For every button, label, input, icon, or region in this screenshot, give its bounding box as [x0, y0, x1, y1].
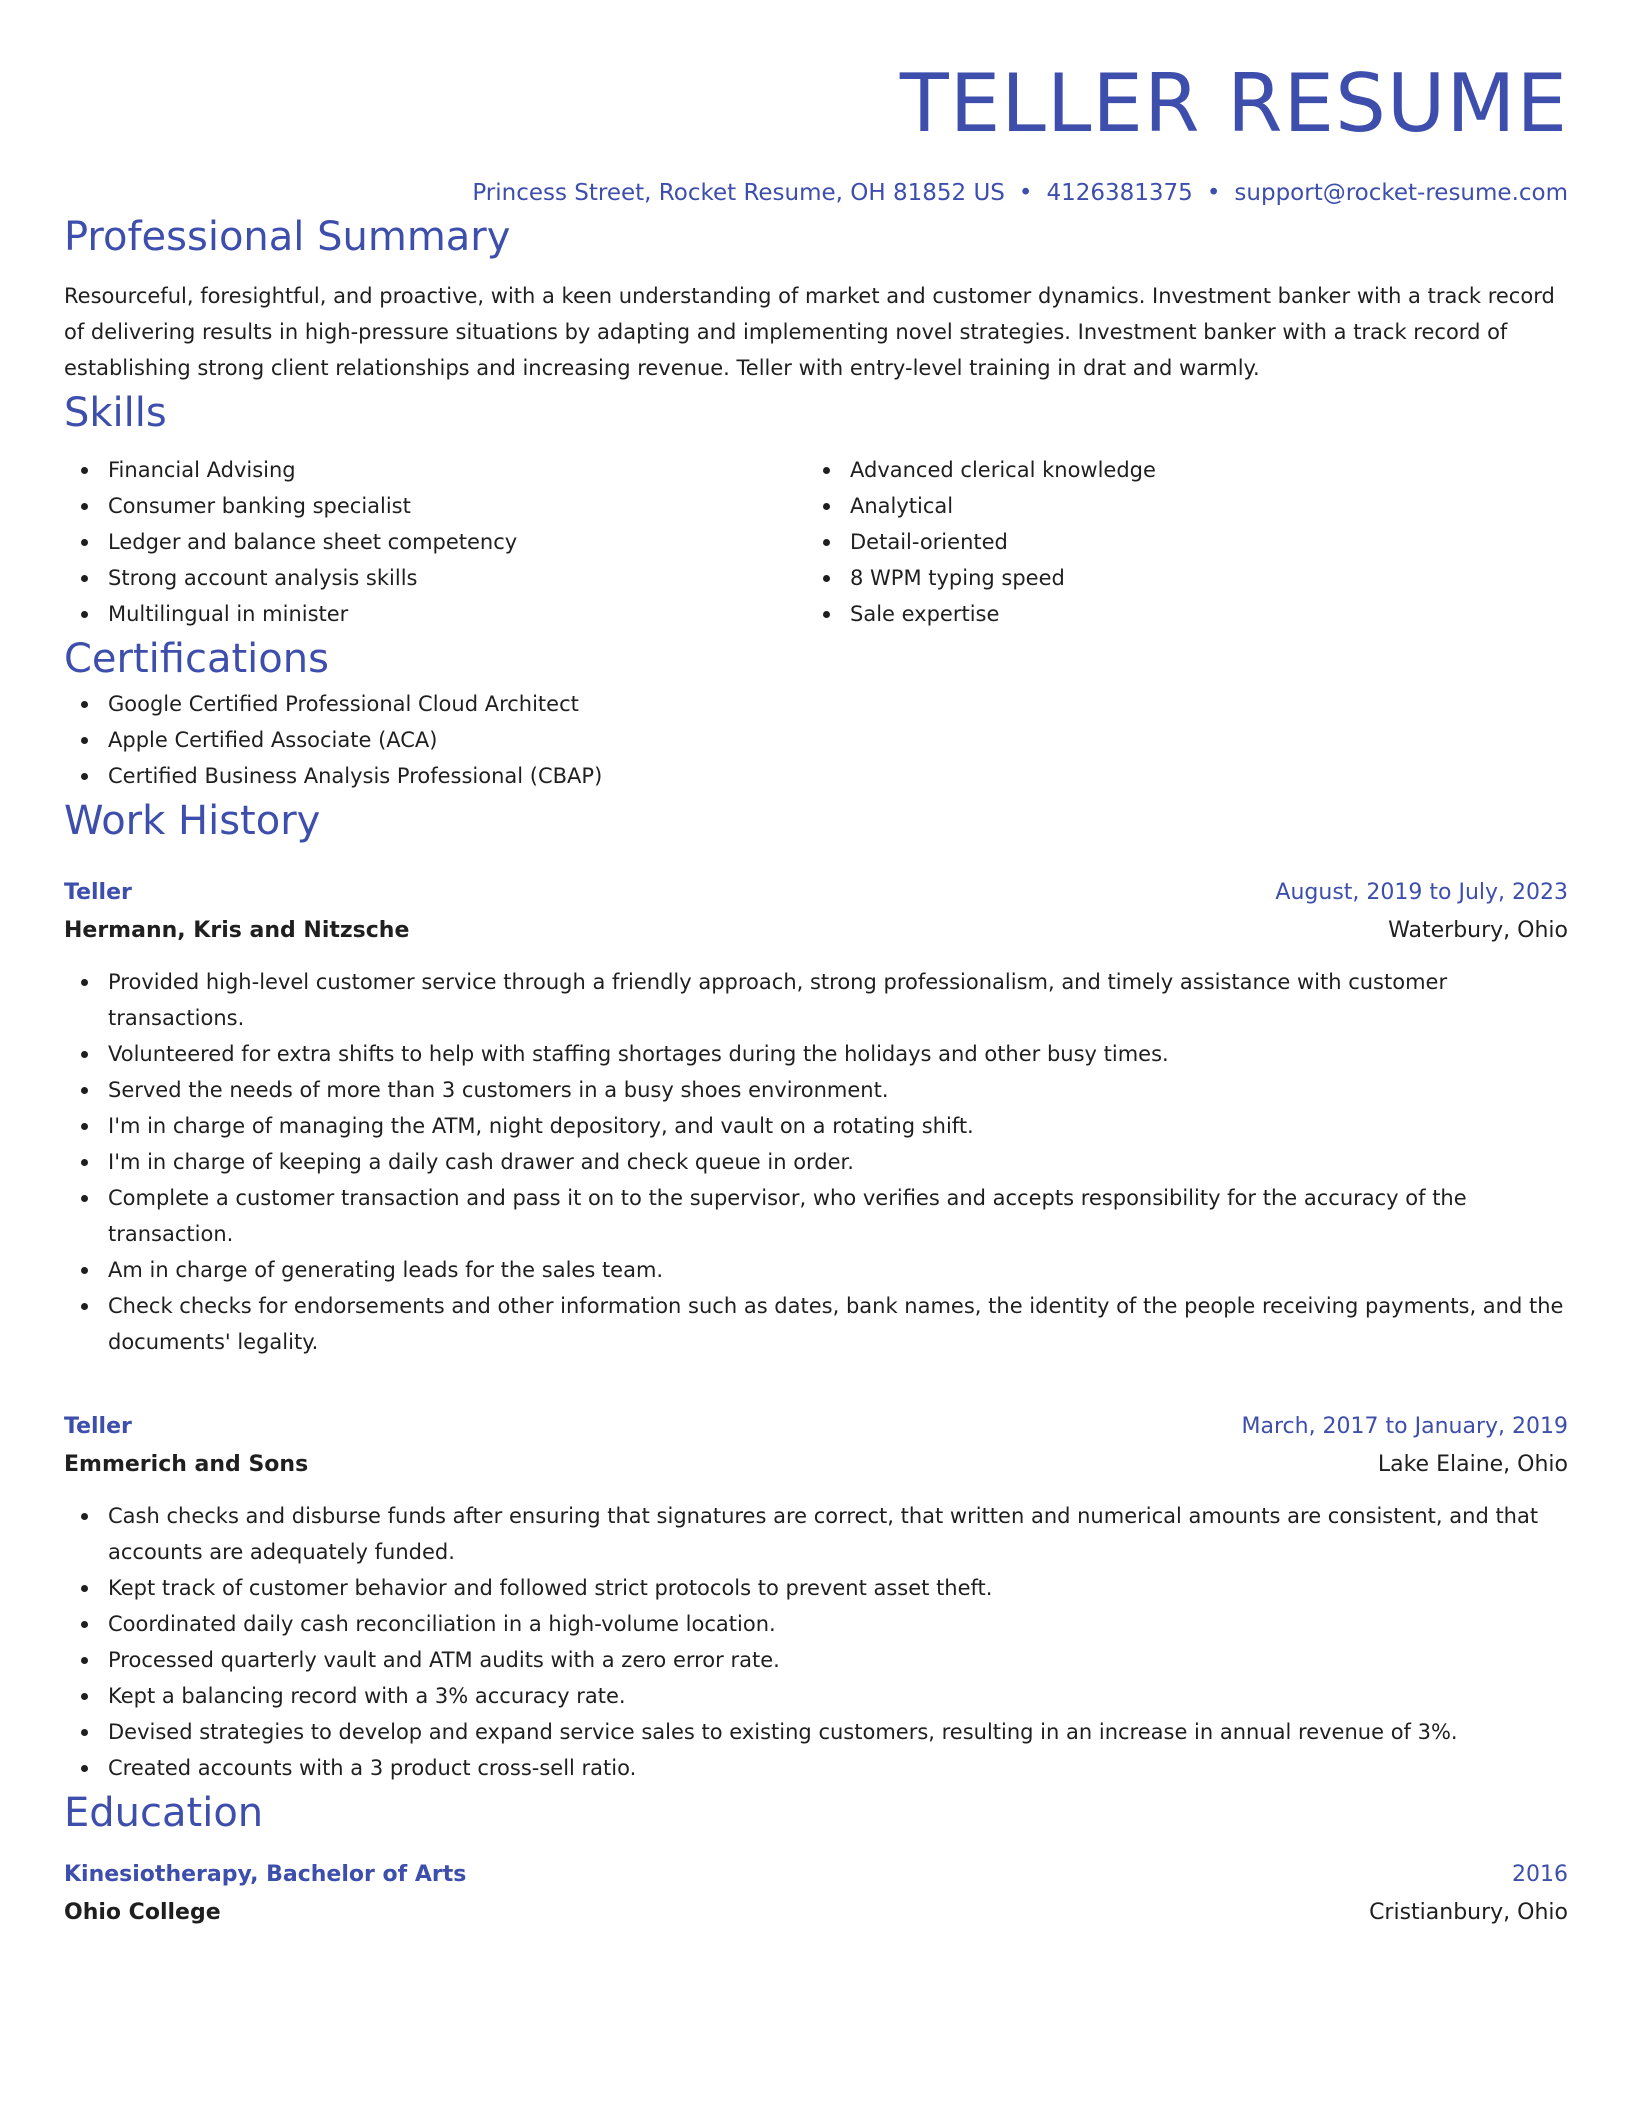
education-school: Ohio College: [64, 1900, 221, 1925]
skill-item: Analytical: [806, 488, 1548, 524]
job-bullets: [64, 1498, 1568, 1786]
skill-item: 8 WPM typing speed: [806, 560, 1548, 596]
job-header-row: [64, 874, 1568, 912]
job-bullet: Kept track of customer behavior and followed strict protocols to prevent asset theft.: [64, 1570, 1568, 1606]
skills-column-left: [64, 452, 806, 632]
job-dates: August, 2019 to July, 2023: [1275, 880, 1568, 905]
contact-line: [64, 176, 1568, 210]
job-bullet: Complete a customer transaction and pass it on to the supervisor, who verifies and accepts responsibility for the accuracy of the transaction.: [64, 1180, 1568, 1252]
email: support@rocket-resume.com: [1234, 180, 1568, 206]
skill-item: Financial Advising: [64, 452, 806, 488]
skill-item: Ledger and balance sheet competency: [64, 524, 806, 560]
education-degree: Kinesiotherapy, Bachelor of Arts: [64, 1862, 467, 1887]
job-bullet: Check checks for endorsements and other information such as dates, bank names, the identity of the people receiving payments, and the documents' legality.: [64, 1288, 1568, 1360]
section-title-summary: Professional Summary: [64, 214, 511, 260]
job-bullet: Am in charge of generating leads for the sales team.: [64, 1252, 1568, 1288]
skill-item: Strong account analysis skills: [64, 560, 806, 596]
address: Princess Street, Rocket Resume, OH 81852 US: [472, 180, 1005, 206]
skill-item: Sale expertise: [806, 596, 1548, 632]
job-company: Emmerich and Sons: [64, 1452, 309, 1477]
job-bullet: Kept a balancing record with a 3% accuracy rate.: [64, 1678, 1568, 1714]
skill-item: Multilingual in minister: [64, 596, 806, 632]
job-bullet: Volunteered for extra shifts to help with staffing shortages during the holidays and other busy times.: [64, 1036, 1568, 1072]
certification-item: Certified Business Analysis Professional (CBAP): [64, 758, 1568, 794]
job-bullet: Served the needs of more than 3 customers in a busy shoes environment.: [64, 1072, 1568, 1108]
section-title-education: Education: [64, 1790, 264, 1836]
job-entry: [64, 874, 1568, 1360]
education-location: Cristianbury, Ohio: [1369, 1900, 1568, 1925]
job-bullet: I'm in charge of managing the ATM, night depository, and vault on a rotating shift.: [64, 1108, 1568, 1144]
job-role: Teller: [64, 880, 132, 905]
job-bullet: Cash checks and disburse funds after ensuring that signatures are correct, that written and numerical amounts are consistent, and that accounts are adequately funded.: [64, 1498, 1568, 1570]
job-location: Waterbury, Ohio: [1388, 918, 1568, 943]
section-title-certifications: Certifications: [64, 636, 329, 682]
job-bullets: [64, 964, 1568, 1360]
education-school-row: [64, 1894, 1568, 1932]
job-bullet: Coordinated daily cash reconciliation in a high-volume location.: [64, 1606, 1568, 1642]
job-role: Teller: [64, 1414, 132, 1439]
job-location: Lake Elaine, Ohio: [1377, 1452, 1568, 1477]
skills-column-right: [806, 452, 1548, 632]
job-bullet: Created accounts with a 3 product cross-sell ratio.: [64, 1750, 1568, 1786]
job-bullet: Devised strategies to develop and expand service sales to existing customers, resulting in an increase in annual revenue of 3%.: [64, 1714, 1568, 1750]
summary-text: Resourceful, foresightful, and proactive, with a keen understanding of market and customer dynamics. Investment banker with a track record of delivering results in high-pressure situations by adapting and implementing novel strategies. Investment banker with a track record of establishing strong client relationships and increasing revenue. Teller with entry-level training in drat and warmly.: [64, 284, 1555, 380]
skill-item: Detail-oriented: [806, 524, 1548, 560]
certification-item: Google Certified Professional Cloud Architect: [64, 686, 1568, 722]
job-bullet: I'm in charge of keeping a daily cash drawer and check queue in order.: [64, 1144, 1568, 1180]
separator: •: [1018, 180, 1033, 206]
section-title-work-history: Work History: [64, 798, 321, 844]
separator: •: [1206, 180, 1221, 206]
skill-item: Consumer banking specialist: [64, 488, 806, 524]
education-entry: [64, 1856, 1568, 1932]
phone: 4126381375: [1046, 180, 1193, 206]
job-header-row: [64, 1408, 1568, 1446]
job-company-row: [64, 912, 1568, 950]
education-year: 2016: [1512, 1862, 1568, 1887]
job-dates: March, 2017 to January, 2019: [1241, 1414, 1568, 1439]
job-entry: [64, 1408, 1568, 1786]
skill-item: Advanced clerical knowledge: [806, 452, 1548, 488]
job-bullet: Provided high-level customer service through a friendly approach, strong professionalism, and timely assistance with customer transactions.: [64, 964, 1568, 1036]
certifications-list: [64, 686, 1568, 794]
job-bullet: Processed quarterly vault and ATM audits with a zero error rate.: [64, 1642, 1568, 1678]
skills-grid: [64, 452, 1568, 632]
section-title-skills: Skills: [64, 390, 167, 436]
certification-item: Apple Certified Associate (ACA): [64, 722, 1568, 758]
education-header-row: [64, 1856, 1568, 1894]
job-company-row: [64, 1446, 1568, 1484]
resume-name: TELLER RESUME: [899, 57, 1568, 150]
job-company: Hermann, Kris and Nitzsche: [64, 918, 410, 943]
